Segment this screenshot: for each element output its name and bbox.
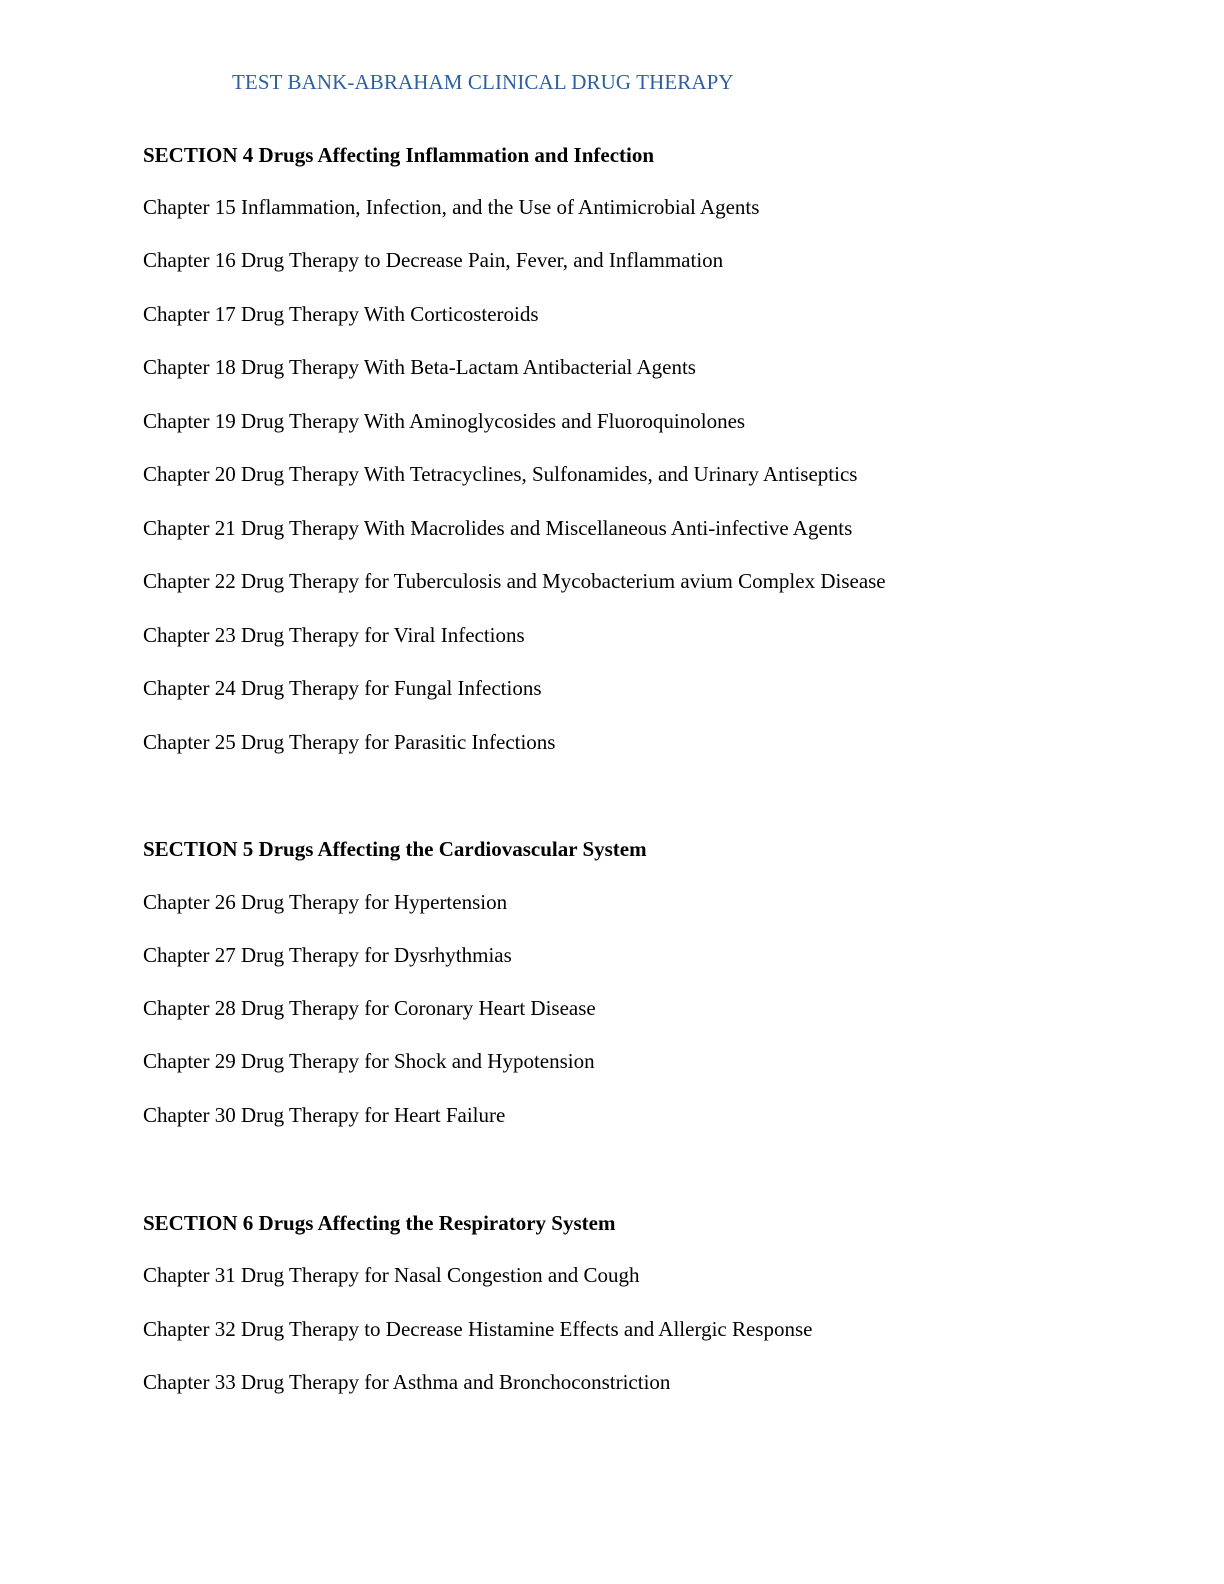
chapter-item: Chapter 33 Drug Therapy for Asthma and Bronchoconstriction <box>143 1370 671 1394</box>
chapter-item: Chapter 28 Drug Therapy for Coronary Heart Disease <box>143 996 596 1020</box>
chapter-item: Chapter 32 Drug Therapy to Decrease Histamine Effects and Allergic Response <box>143 1317 813 1341</box>
chapter-item: Chapter 22 Drug Therapy for Tuberculosis and Mycobacterium avium Complex Disease <box>143 569 886 593</box>
chapter-item: Chapter 23 Drug Therapy for Viral Infections <box>143 623 525 647</box>
document-header-title: TEST BANK-ABRAHAM CLINICAL DRUG THERAPY <box>232 70 734 94</box>
chapter-item: Chapter 15 Inflammation, Infection, and the Use of Antimicrobial Agents <box>143 195 760 219</box>
chapter-item: Chapter 24 Drug Therapy for Fungal Infections <box>143 676 542 700</box>
section-5 <box>143 835 1143 1127</box>
chapter-item: Chapter 26 Drug Therapy for Hypertension <box>143 890 508 914</box>
chapter-item: Chapter 18 Drug Therapy With Beta-Lactam Antibacterial Agents <box>143 355 696 379</box>
chapter-item: Chapter 29 Drug Therapy for Shock and Hypotension <box>143 1049 595 1073</box>
section-title: SECTION 4 Drugs Affecting Inflammation and Infection <box>143 143 655 167</box>
section-6 <box>143 1209 1143 1394</box>
section-title: SECTION 6 Drugs Affecting the Respiratory System <box>143 1211 616 1235</box>
section-4 <box>143 141 1143 754</box>
chapter-item: Chapter 30 Drug Therapy for Heart Failure <box>143 1103 506 1127</box>
chapter-item: Chapter 17 Drug Therapy With Corticosteroids <box>143 302 539 326</box>
chapter-item: Chapter 21 Drug Therapy With Macrolides and Miscellaneous Anti-infective Agents <box>143 516 853 540</box>
chapter-item: Chapter 31 Drug Therapy for Nasal Congestion and Cough <box>143 1263 640 1287</box>
chapter-item: Chapter 19 Drug Therapy With Aminoglycosides and Fluoroquinolones <box>143 409 746 433</box>
chapter-item: Chapter 16 Drug Therapy to Decrease Pain, Fever, and Inflammation <box>143 248 724 272</box>
chapter-item: Chapter 25 Drug Therapy for Parasitic Infections <box>143 730 556 754</box>
chapter-item: Chapter 27 Drug Therapy for Dysrhythmias <box>143 943 512 967</box>
section-title: SECTION 5 Drugs Affecting the Cardiovascular System <box>143 837 647 861</box>
chapter-item: Chapter 20 Drug Therapy With Tetracyclines, Sulfonamides, and Urinary Antiseptics <box>143 462 858 486</box>
